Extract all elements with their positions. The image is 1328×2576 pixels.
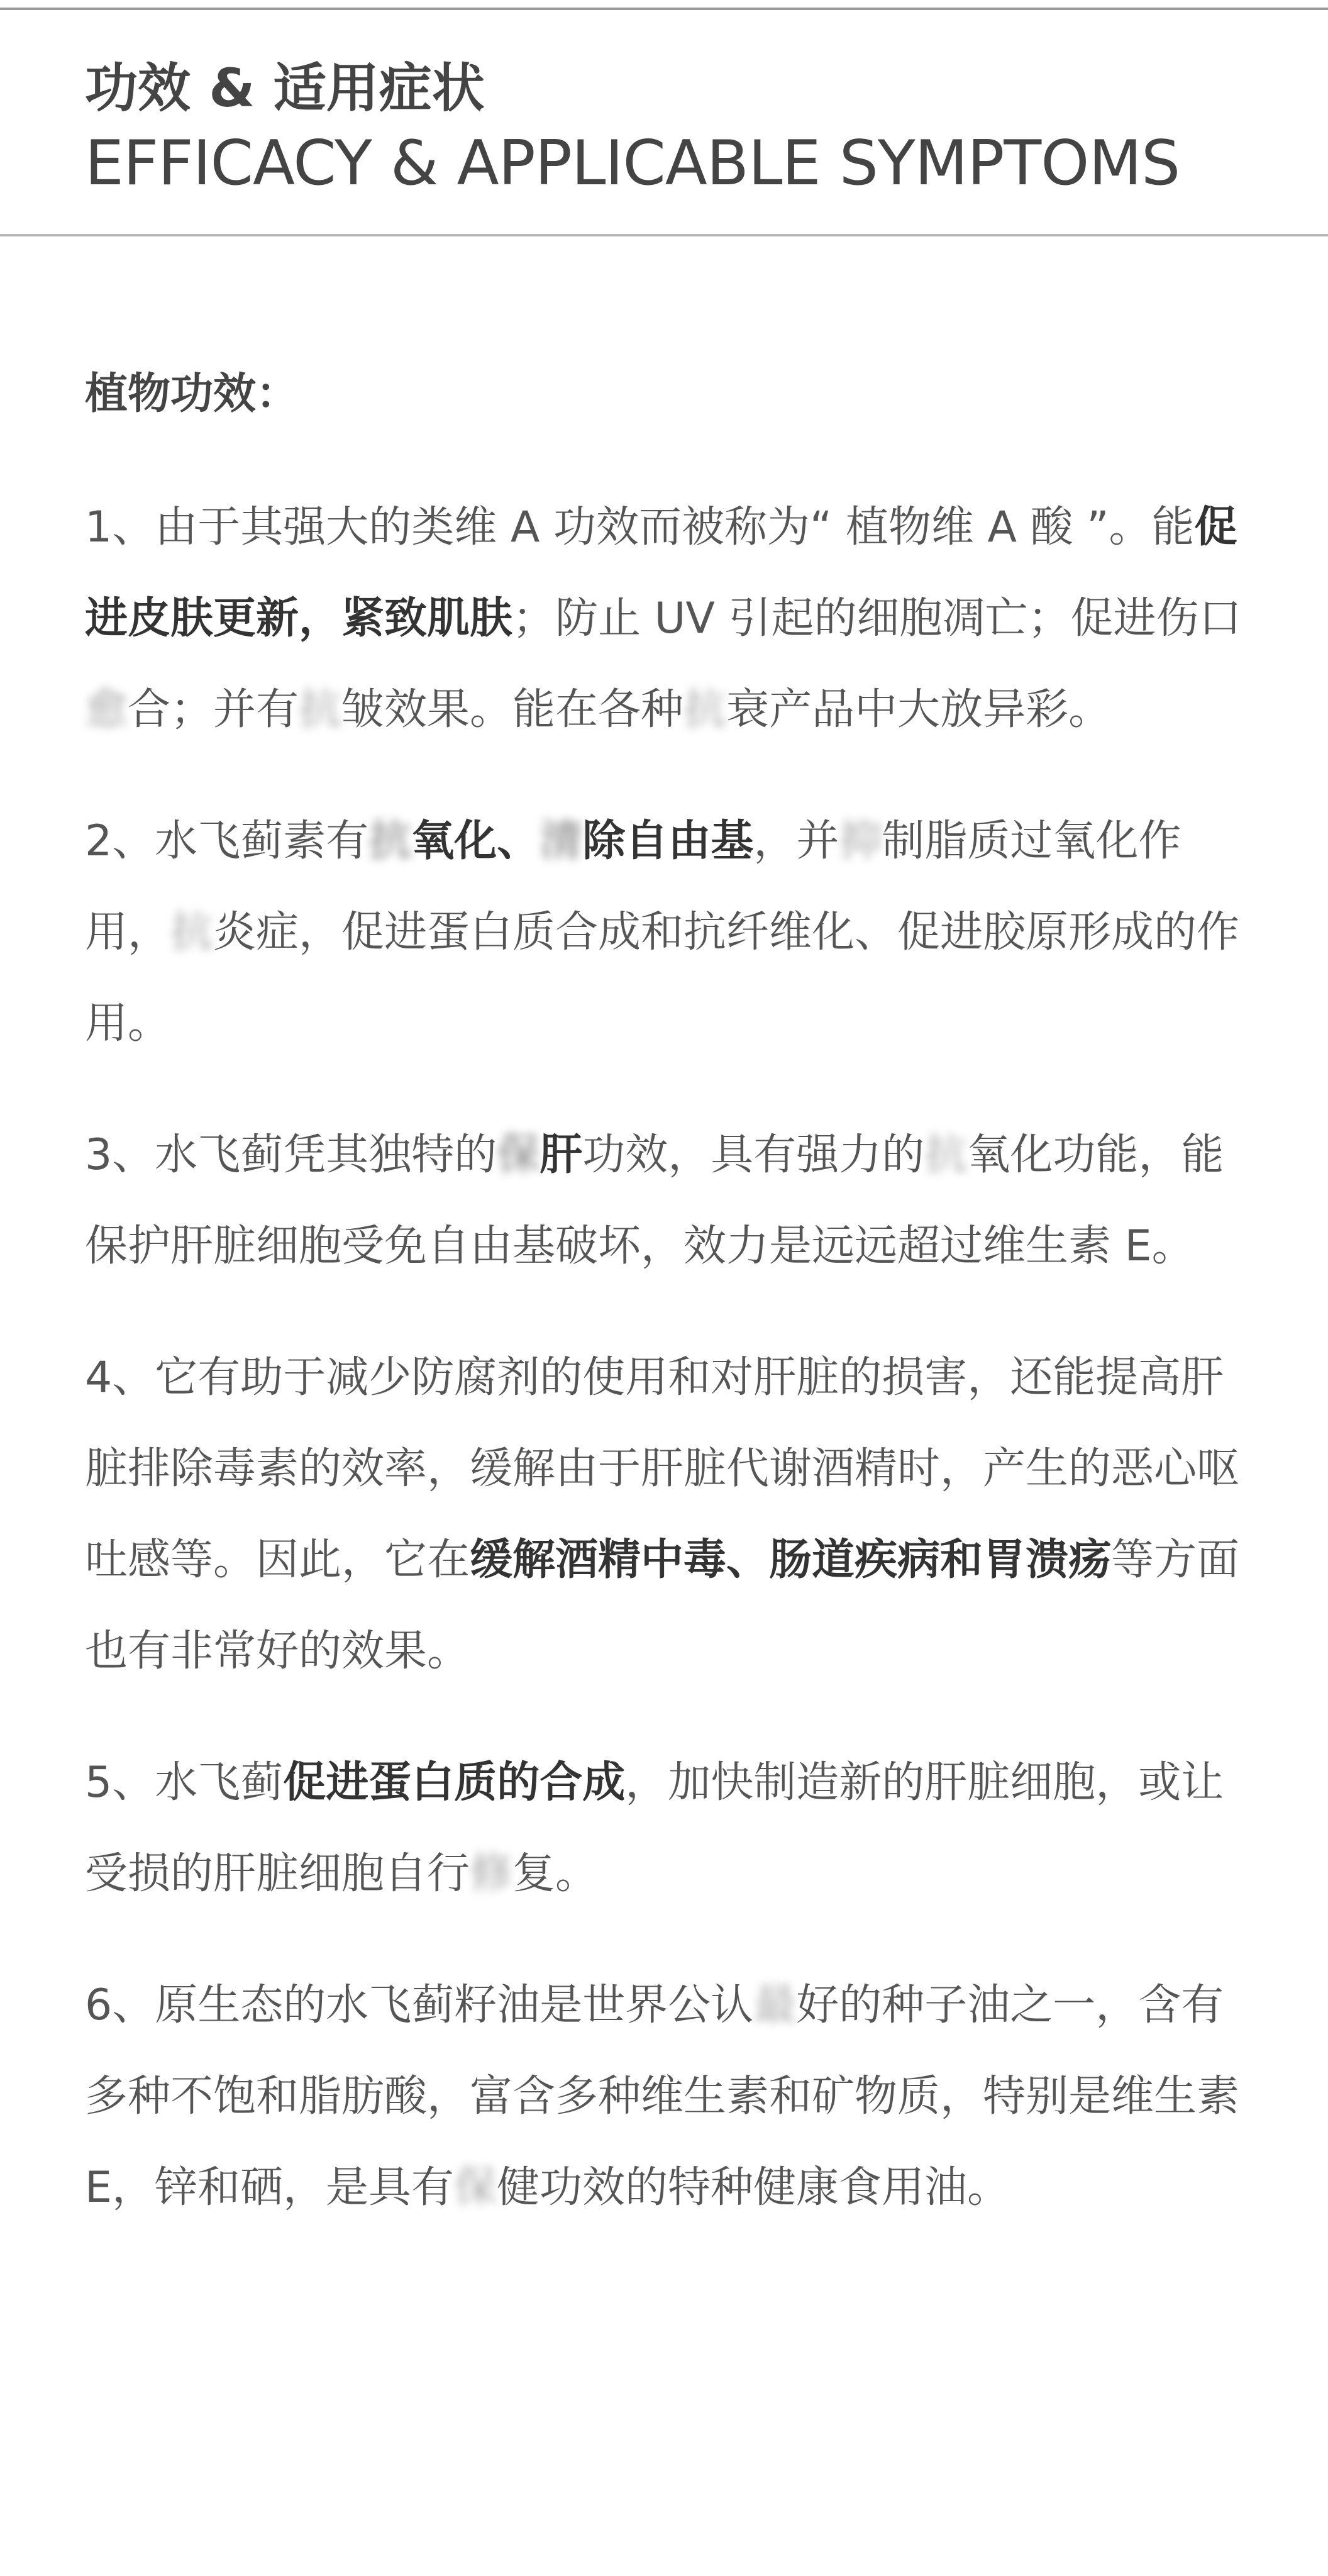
- header-divider: [0, 234, 1328, 236]
- blurred-text: 愈: [85, 685, 128, 735]
- paragraph-text: 等方面也有非常好的效果。: [85, 1535, 1240, 1676]
- paragraph: [85, 1109, 1248, 1292]
- paragraph-text: 复。: [512, 1849, 599, 1899]
- paragraph: [85, 482, 1248, 755]
- paragraph-text: 5、水飞蓟: [85, 1758, 284, 1807]
- section-header: [85, 50, 1280, 201]
- blurred-text: 保: [453, 2163, 497, 2212]
- header-title-en: EFFICACY & APPLICABLE SYMPTOMS: [85, 128, 1180, 199]
- paragraph: [85, 1332, 1248, 1697]
- blurred-text: 抗: [683, 685, 727, 735]
- blurred-text: 抗: [299, 685, 342, 735]
- blurred-text: 抑: [839, 816, 882, 866]
- emphasis-text: 肝: [540, 1130, 583, 1180]
- content-body: [85, 360, 1248, 2273]
- top-divider: [0, 8, 1328, 10]
- paragraph-text: ，并: [753, 816, 839, 866]
- paragraph-text: ，加快制造新的肝脏细胞，或让受损的肝脏细胞自行: [85, 1758, 1224, 1899]
- emphasis-text: 抗: [368, 816, 412, 866]
- paragraph-text: 2、水飞蓟素有: [85, 816, 369, 866]
- section-title: 植物功效：: [85, 369, 299, 419]
- paragraph-text: 3、水飞蓟凭其独特的: [85, 1130, 497, 1180]
- paragraph-text: 氧化功能，能保护肝脏细胞受免自由基破坏，效力是远远超过维生素 E。: [85, 1130, 1224, 1271]
- paragraph-text: 4、它有助于减少防腐剂的使用和对肝脏的损害，还能提高肝脏排除毒素的效率，缓解由于肝脏代谢酒精时，产生的恶心呕吐感等。因此，它在: [85, 1353, 1240, 1585]
- paragraph-text: 功效，具有强力的: [582, 1130, 925, 1180]
- emphasis-text: 缓解酒精中毒、肠道疾病和胃溃疡: [470, 1535, 1112, 1585]
- blurred-text: 最: [753, 1980, 797, 2030]
- emphasis-text: 清: [540, 816, 583, 866]
- header-title-cn: 功效 & 适用症状: [85, 57, 485, 119]
- paragraph-text: 6、原生态的水飞蓟籽油是世界公认: [85, 1980, 754, 2030]
- paragraph-text: 健功效的特种健康食用油。: [496, 2163, 1010, 2212]
- paragraph-text: 1、由于其强大的类维 A 功效而被称为“ 植物维 A 酸 ”。能: [85, 502, 1195, 552]
- paragraph-text: 合；并有: [128, 685, 299, 735]
- emphasis-text: 保: [497, 1130, 540, 1180]
- emphasis-text: 氧化、: [411, 816, 540, 866]
- emphasis-text: 除自由基: [582, 816, 754, 866]
- paragraph-text: 炎症，促进蛋白质合成和抗纤维化、促进胶原形成的作用。: [85, 908, 1240, 1048]
- emphasis-text: 促进蛋白质的合成: [283, 1758, 626, 1807]
- blurred-text: 修: [470, 1849, 513, 1899]
- paragraph-text: 制脂质过氧化作用，: [85, 816, 1181, 957]
- paragraph-text: ；防止 UV 引起的细胞凋亡；促进伤口: [512, 594, 1242, 643]
- emphasis-text: 促进皮肤更新，紧致肌肤: [85, 502, 1237, 643]
- paragraph-text: 好的种子油之一，含有多种不饱和脂肪酸，富含多种维生素和矿物质，特别是维生素 E，锌和硒，是具有: [85, 1980, 1240, 2212]
- paragraph-text: 皱效果。能在各种: [341, 685, 684, 735]
- blurred-text: 抗: [170, 908, 214, 957]
- paragraph-text: 衰产品中大放异彩。: [726, 685, 1112, 735]
- paragraph: [85, 1960, 1248, 2233]
- paragraph: [85, 796, 1248, 1069]
- blurred-text: 抗: [924, 1130, 968, 1180]
- paragraph: [85, 1737, 1248, 1919]
- paragraph-list: [85, 482, 1248, 2233]
